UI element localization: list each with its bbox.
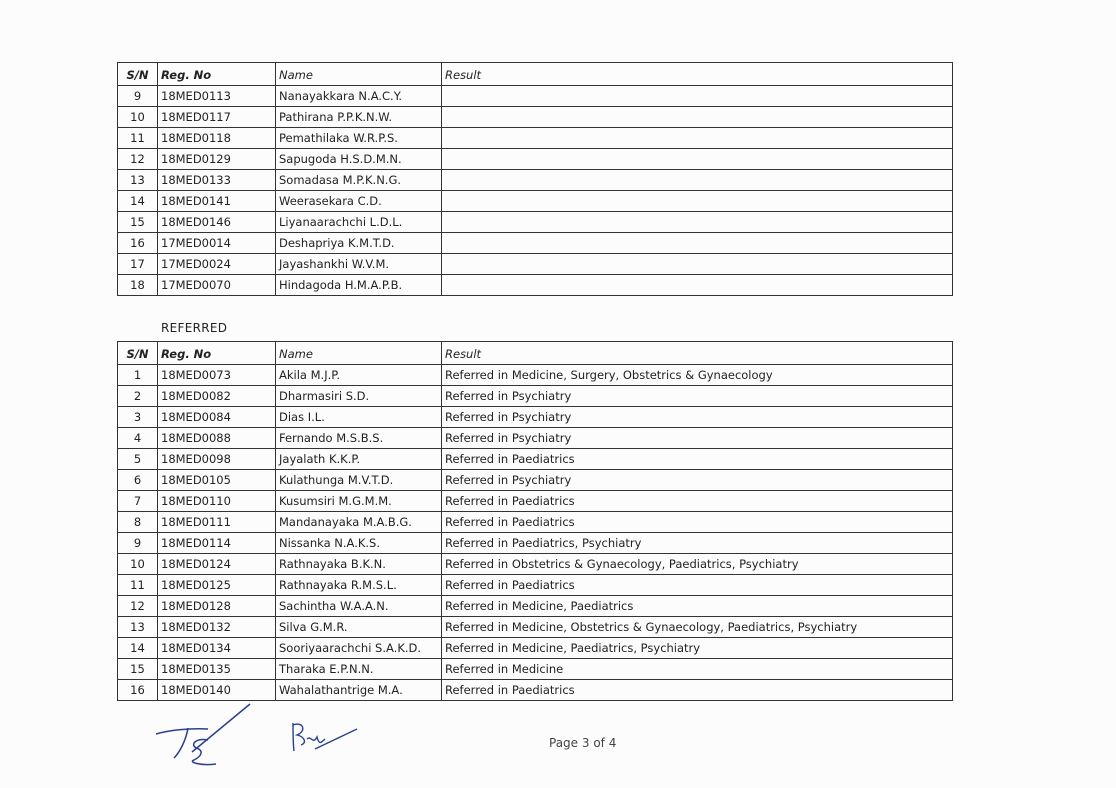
cell-reg-no: 18MED0125	[158, 575, 276, 596]
cell-sn: 16	[118, 233, 158, 254]
cell-reg-no: 18MED0113	[158, 86, 276, 107]
signature-2	[285, 715, 365, 760]
cell-reg-no: 18MED0111	[158, 512, 276, 533]
cell-name: Sooriyaarachchi S.A.K.D.	[276, 638, 442, 659]
cell-sn: 9	[118, 533, 158, 554]
cell-sn: 17	[118, 254, 158, 275]
cell-name: Hindagoda H.M.A.P.B.	[276, 275, 442, 296]
cell-name: Jayashankhi W.V.M.	[276, 254, 442, 275]
page-number: Page 3 of 4	[549, 736, 617, 750]
cell-sn: 9	[118, 86, 158, 107]
cell-result: Referred in Medicine	[442, 659, 953, 680]
cell-name: Sachintha W.A.A.N.	[276, 596, 442, 617]
cell-sn: 13	[118, 170, 158, 191]
cell-name: Tharaka E.P.N.N.	[276, 659, 442, 680]
table-row	[118, 533, 953, 554]
cell-reg-no: 18MED0128	[158, 596, 276, 617]
table-header-row	[118, 342, 953, 365]
cell-sn: 15	[118, 212, 158, 233]
header-name: Name	[276, 63, 442, 86]
table-row	[118, 428, 953, 449]
table-row	[118, 275, 953, 296]
cell-reg-no: 18MED0114	[158, 533, 276, 554]
table-row	[118, 212, 953, 233]
cell-reg-no: 18MED0118	[158, 128, 276, 149]
cell-result	[442, 86, 953, 107]
cell-result: Referred in Paediatrics	[442, 680, 953, 701]
cell-sn: 18	[118, 275, 158, 296]
cell-name: Silva G.M.R.	[276, 617, 442, 638]
cell-reg-no: 18MED0124	[158, 554, 276, 575]
cell-result	[442, 212, 953, 233]
cell-name: Mandanayaka M.A.B.G.	[276, 512, 442, 533]
table-row	[118, 107, 953, 128]
cell-name: Kusumsiri M.G.M.M.	[276, 491, 442, 512]
referred-heading: REFERRED	[161, 321, 228, 335]
cell-result	[442, 191, 953, 212]
cell-name: Rathnayaka B.K.N.	[276, 554, 442, 575]
cell-result: Referred in Medicine, Obstetrics & Gynaecology, Paediatrics, Psychiatry	[442, 617, 953, 638]
cell-reg-no: 18MED0098	[158, 449, 276, 470]
cell-name: Fernando M.S.B.S.	[276, 428, 442, 449]
cell-result	[442, 170, 953, 191]
results-table-referred	[117, 341, 953, 701]
cell-name: Pemathilaka W.R.P.S.	[276, 128, 442, 149]
cell-sn: 7	[118, 491, 158, 512]
header-sn: S/N	[118, 342, 158, 365]
table-row	[118, 638, 953, 659]
cell-sn: 14	[118, 638, 158, 659]
cell-sn: 16	[118, 680, 158, 701]
table-row	[118, 617, 953, 638]
table-row	[118, 596, 953, 617]
cell-name: Akila M.J.P.	[276, 365, 442, 386]
table-row	[118, 191, 953, 212]
cell-name: Kulathunga M.V.T.D.	[276, 470, 442, 491]
cell-result: Referred in Medicine, Paediatrics	[442, 596, 953, 617]
cell-result: Referred in Medicine, Surgery, Obstetrics & Gynaecology	[442, 365, 953, 386]
cell-result	[442, 254, 953, 275]
cell-result: Referred in Paediatrics	[442, 575, 953, 596]
cell-reg-no: 18MED0141	[158, 191, 276, 212]
cell-name: Dias I.L.	[276, 407, 442, 428]
cell-sn: 2	[118, 386, 158, 407]
results-table-top	[117, 62, 953, 296]
cell-sn: 6	[118, 470, 158, 491]
cell-name: Liyanaarachchi L.D.L.	[276, 212, 442, 233]
signature-1	[150, 700, 260, 770]
cell-result: Referred in Paediatrics	[442, 491, 953, 512]
cell-sn: 12	[118, 596, 158, 617]
cell-result: Referred in Psychiatry	[442, 386, 953, 407]
cell-reg-no: 18MED0146	[158, 212, 276, 233]
table-row	[118, 86, 953, 107]
cell-name: Jayalath K.K.P.	[276, 449, 442, 470]
table-row	[118, 365, 953, 386]
cell-reg-no: 18MED0088	[158, 428, 276, 449]
cell-name: Pathirana P.P.K.N.W.	[276, 107, 442, 128]
table-row	[118, 254, 953, 275]
cell-result: Referred in Paediatrics	[442, 512, 953, 533]
cell-result: Referred in Psychiatry	[442, 428, 953, 449]
cell-result	[442, 275, 953, 296]
cell-reg-no: 18MED0135	[158, 659, 276, 680]
cell-sn: 15	[118, 659, 158, 680]
cell-sn: 10	[118, 554, 158, 575]
cell-result: Referred in Paediatrics	[442, 449, 953, 470]
header-result: Result	[442, 63, 953, 86]
header-sn: S/N	[118, 63, 158, 86]
table-row	[118, 449, 953, 470]
cell-name: Deshapriya K.M.T.D.	[276, 233, 442, 254]
header-name: Name	[276, 342, 442, 365]
cell-result	[442, 128, 953, 149]
cell-reg-no: 17MED0014	[158, 233, 276, 254]
cell-result	[442, 233, 953, 254]
cell-result: Referred in Obstetrics & Gynaecology, Paediatrics, Psychiatry	[442, 554, 953, 575]
cell-name: Nissanka N.A.K.S.	[276, 533, 442, 554]
header-reg-no: Reg. No	[158, 63, 276, 86]
header-result: Result	[442, 342, 953, 365]
cell-result: Referred in Medicine, Paediatrics, Psychiatry	[442, 638, 953, 659]
cell-reg-no: 17MED0070	[158, 275, 276, 296]
cell-result	[442, 149, 953, 170]
cell-reg-no: 18MED0140	[158, 680, 276, 701]
cell-sn: 1	[118, 365, 158, 386]
cell-name: Wahalathantrige M.A.	[276, 680, 442, 701]
cell-reg-no: 18MED0084	[158, 407, 276, 428]
table-row	[118, 554, 953, 575]
cell-name: Dharmasiri S.D.	[276, 386, 442, 407]
cell-name: Weerasekara C.D.	[276, 191, 442, 212]
table-row	[118, 680, 953, 701]
cell-sn: 14	[118, 191, 158, 212]
cell-sn: 4	[118, 428, 158, 449]
cell-name: Nanayakkara N.A.C.Y.	[276, 86, 442, 107]
cell-sn: 10	[118, 107, 158, 128]
table-row	[118, 659, 953, 680]
table-row	[118, 407, 953, 428]
cell-reg-no: 18MED0132	[158, 617, 276, 638]
cell-reg-no: 18MED0133	[158, 170, 276, 191]
cell-sn: 13	[118, 617, 158, 638]
cell-reg-no: 18MED0117	[158, 107, 276, 128]
cell-result: Referred in Psychiatry	[442, 470, 953, 491]
cell-reg-no: 18MED0134	[158, 638, 276, 659]
table-row	[118, 170, 953, 191]
cell-result: Referred in Paediatrics, Psychiatry	[442, 533, 953, 554]
cell-reg-no: 18MED0129	[158, 149, 276, 170]
table-row	[118, 386, 953, 407]
cell-reg-no: 18MED0082	[158, 386, 276, 407]
cell-reg-no: 18MED0105	[158, 470, 276, 491]
header-reg-no: Reg. No	[158, 342, 276, 365]
cell-name: Rathnayaka R.M.S.L.	[276, 575, 442, 596]
cell-reg-no: 17MED0024	[158, 254, 276, 275]
table-row	[118, 512, 953, 533]
table-row	[118, 233, 953, 254]
cell-sn: 8	[118, 512, 158, 533]
table-row	[118, 128, 953, 149]
cell-sn: 11	[118, 128, 158, 149]
cell-sn: 11	[118, 575, 158, 596]
cell-reg-no: 18MED0110	[158, 491, 276, 512]
cell-sn: 12	[118, 149, 158, 170]
table-row	[118, 575, 953, 596]
cell-result: Referred in Psychiatry	[442, 407, 953, 428]
cell-sn: 5	[118, 449, 158, 470]
table-row	[118, 491, 953, 512]
table-header-row	[118, 63, 953, 86]
cell-name: Sapugoda H.S.D.M.N.	[276, 149, 442, 170]
cell-name: Somadasa M.P.K.N.G.	[276, 170, 442, 191]
cell-result	[442, 107, 953, 128]
table-row	[118, 149, 953, 170]
table-row	[118, 470, 953, 491]
cell-reg-no: 18MED0073	[158, 365, 276, 386]
cell-sn: 3	[118, 407, 158, 428]
